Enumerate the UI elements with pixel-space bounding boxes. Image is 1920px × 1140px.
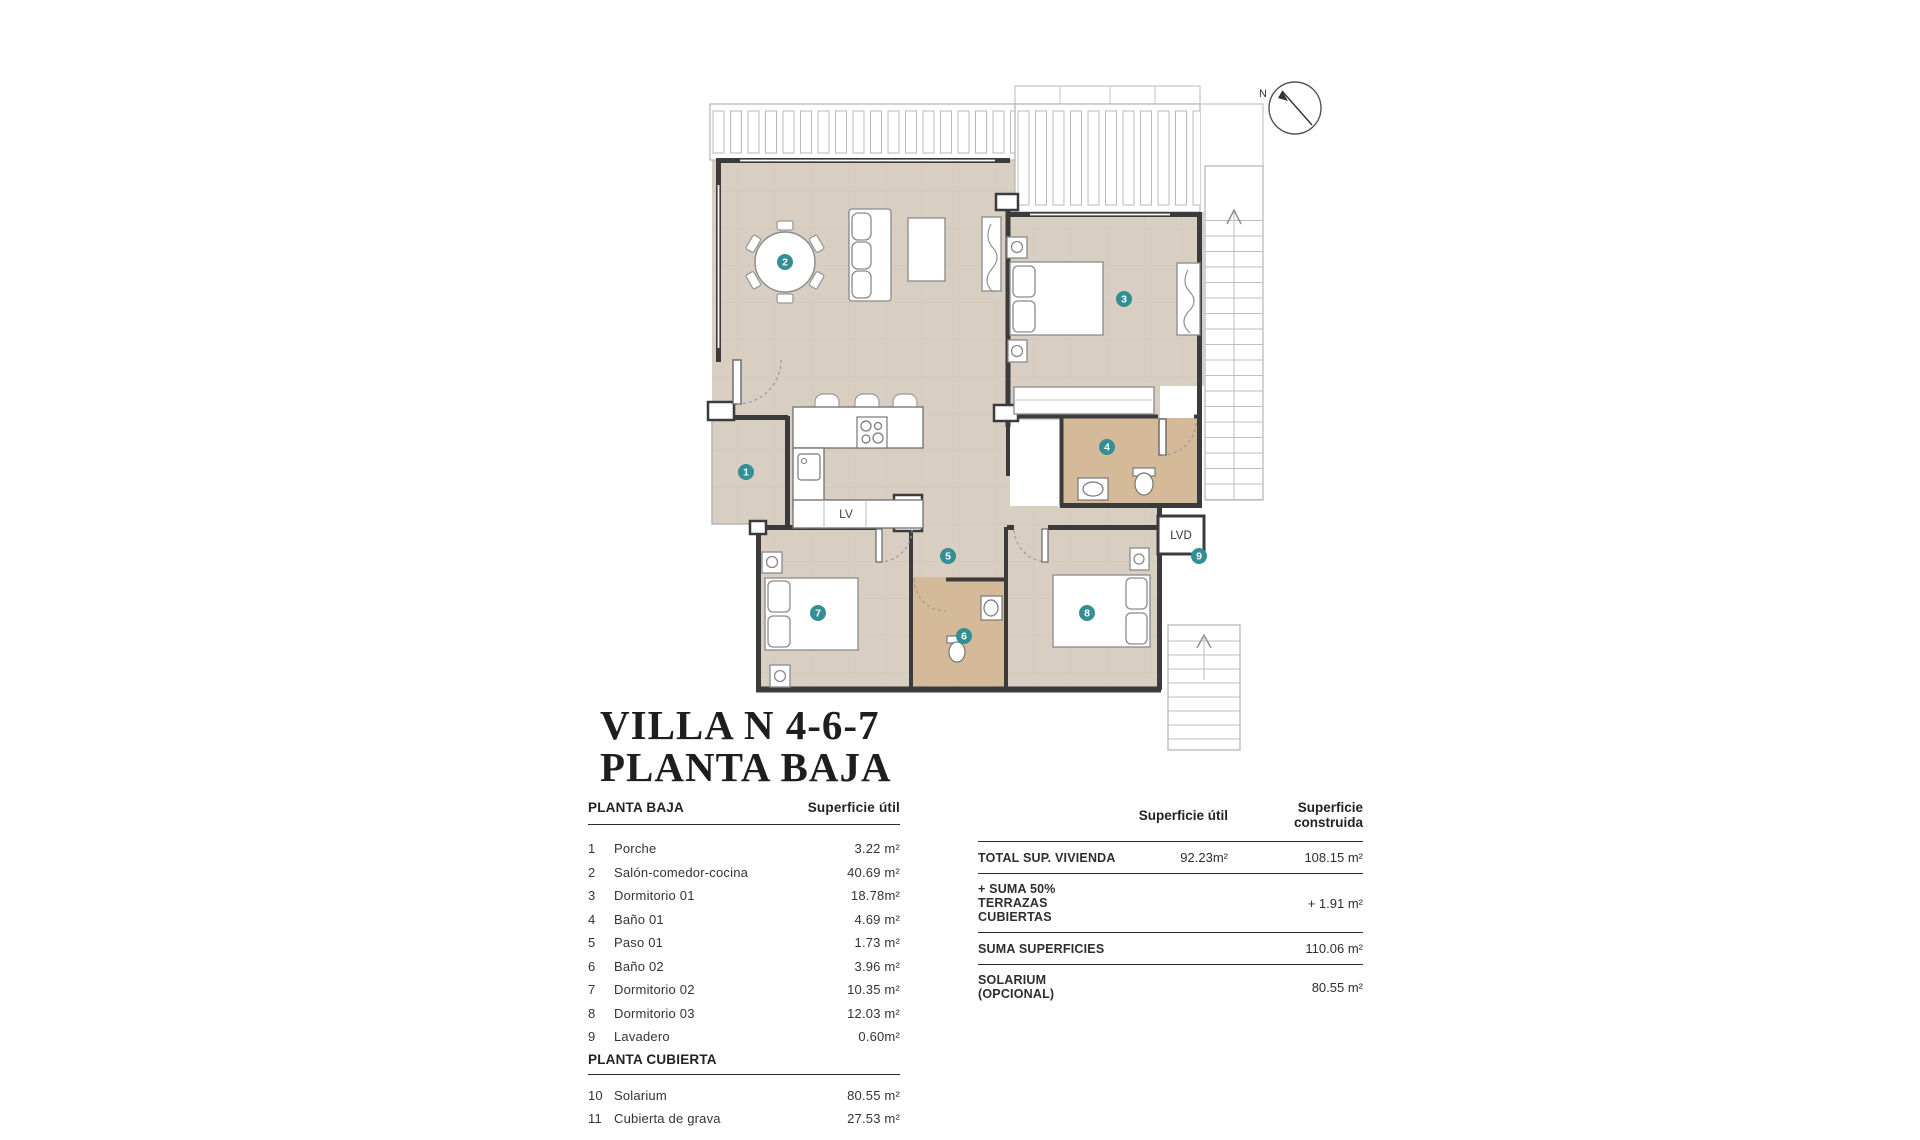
kitchen-cabinets — [793, 500, 923, 528]
dishwasher-label: LV — [839, 507, 853, 521]
room-number: 2 — [588, 864, 596, 880]
closet-strip — [1014, 387, 1154, 414]
room-label: Cubierta de grava — [614, 1111, 721, 1127]
toilet-icon — [1133, 468, 1155, 495]
room-label: Dormitorio 01 — [614, 888, 695, 904]
room-area: 1.73 m² — [854, 935, 900, 951]
summary-header — [978, 800, 1363, 842]
summary-label: SOLARIUM (OPCIONAL) — [978, 973, 1055, 1001]
room-label: Lavadero — [614, 1029, 670, 1045]
room-number: 5 — [588, 935, 596, 951]
bedroom3-door-leaf — [1042, 529, 1048, 562]
room-number: 3 — [588, 888, 596, 904]
summary-row — [978, 933, 1363, 965]
legend-col-header: Superficie útil — [807, 800, 900, 815]
pillow — [1013, 301, 1035, 332]
room-number: 6 — [588, 958, 596, 974]
room-area: 4.69 m² — [854, 911, 900, 927]
summary-construida: 110.06 m² — [1305, 941, 1363, 956]
tv-wardrobe-unit — [982, 217, 1001, 292]
badge-bano-01 — [1099, 439, 1115, 455]
summary-construida: + 1.91 m² — [1307, 895, 1363, 911]
badge-bano-02 — [956, 628, 972, 644]
cooktop-icon — [857, 417, 887, 448]
north-label: N — [1259, 88, 1267, 100]
room-area: 40.69 m² — [847, 864, 900, 880]
badge-lavadero — [1191, 548, 1207, 564]
floor-plan — [700, 80, 1325, 770]
badge-paso — [940, 548, 956, 564]
room-label: Dormitorio 03 — [614, 1005, 695, 1021]
room-area: 3.22 m² — [854, 841, 900, 857]
summary-row — [978, 842, 1363, 874]
legend-row — [588, 884, 900, 908]
title-line2: PLANTA BAJA — [600, 744, 892, 790]
badge-salon — [777, 254, 793, 270]
legend-row — [588, 931, 900, 955]
svg-text:7: 7 — [815, 607, 821, 620]
room-label: Solarium — [614, 1087, 667, 1103]
room-area: 10.35 m² — [847, 982, 900, 998]
room-area: 3.96 m² — [854, 958, 900, 974]
room-number: 4 — [588, 911, 596, 927]
room-number: 7 — [588, 982, 596, 998]
summary-col1-header: Superficie útil — [1138, 807, 1228, 823]
sofa — [849, 209, 891, 301]
bath1-door-leaf — [1159, 419, 1166, 455]
summary-row — [978, 965, 1363, 1009]
svg-text:3: 3 — [1121, 293, 1127, 306]
summary-util: 92.23m² — [1180, 850, 1228, 865]
summary-label: TOTAL SUP. VIVIENDA — [978, 850, 1116, 865]
summary-row — [978, 874, 1363, 933]
legend-section2-title: PLANTA CUBIERTA — [588, 1049, 900, 1075]
pillow — [1013, 266, 1035, 297]
svg-text:1: 1 — [743, 466, 749, 479]
legend-row — [588, 1084, 900, 1108]
laundry-label: LVD — [1170, 530, 1192, 542]
room-area: 18.78m² — [850, 888, 900, 904]
svg-text:4: 4 — [1104, 441, 1110, 454]
badge-dormitorio-02 — [810, 605, 826, 621]
legend-row — [588, 1107, 900, 1131]
title-line1: VILLA N 4-6-7 — [600, 702, 880, 748]
legend-row — [588, 908, 900, 932]
room-number: 1 — [588, 841, 596, 857]
room-number: 8 — [588, 1005, 596, 1021]
room-area: 27.53 m² — [847, 1111, 900, 1127]
room-label: Porche — [614, 841, 657, 857]
svg-text:5: 5 — [945, 550, 951, 563]
summary-col2-header: Superficie construida — [1293, 800, 1363, 830]
legend-row — [588, 861, 900, 885]
legend-row — [588, 955, 900, 979]
wardrobe — [1177, 263, 1200, 335]
lamp-icon — [1012, 242, 1023, 253]
room-area: 0.60m² — [858, 1029, 900, 1045]
legend-row — [588, 978, 900, 1002]
legend-section-title: PLANTA BAJA — [588, 800, 684, 815]
compass — [1259, 82, 1321, 134]
legend-header — [588, 800, 900, 825]
room-number: 9 — [588, 1029, 596, 1045]
summary-label: SUMA SUPERFICIES — [978, 941, 1105, 956]
badge-dormitorio-01 — [1116, 291, 1132, 307]
pillow — [1126, 578, 1147, 609]
legend-row — [588, 1025, 900, 1049]
summary-table — [978, 800, 1363, 1009]
room-label: Paso 01 — [614, 935, 664, 951]
room-area: 80.55 m² — [847, 1087, 900, 1103]
svg-text:6: 6 — [961, 630, 967, 643]
legend-row — [588, 837, 900, 861]
svg-text:2: 2 — [782, 256, 788, 269]
room-number: 11 — [588, 1111, 602, 1127]
pillow — [1126, 613, 1147, 644]
page-title — [600, 704, 892, 788]
staircase-right — [1205, 166, 1263, 500]
lamp-icon — [1012, 346, 1023, 357]
room-number: 10 — [588, 1087, 603, 1103]
sink-icon — [798, 454, 820, 480]
summary-label: + SUMA 50% TERRAZAS CUBIERTAS — [978, 882, 1056, 924]
svg-text:9: 9 — [1196, 550, 1202, 563]
summary-construida: 108.15 m² — [1304, 850, 1363, 865]
room-label: Dormitorio 02 — [614, 982, 695, 998]
staircase-bottom — [1168, 625, 1240, 750]
summary-construida: 80.55 m² — [1311, 979, 1363, 995]
bedroom2-door-leaf — [876, 529, 882, 562]
badge-porche — [738, 464, 754, 480]
lamp-icon — [775, 671, 786, 682]
badge-dormitorio-03 — [1079, 605, 1095, 621]
room-area: 12.03 m² — [847, 1005, 900, 1021]
pillow — [768, 581, 790, 612]
legend-row — [588, 1002, 900, 1026]
room-label: Salón-comedor-cocina — [614, 864, 749, 880]
coffee-table — [908, 218, 945, 281]
lamp-icon — [1134, 554, 1144, 564]
pillow — [768, 616, 790, 647]
svg-text:8: 8 — [1084, 607, 1090, 620]
room-label: Baño 01 — [614, 911, 664, 927]
room-label: Baño 02 — [614, 958, 664, 974]
legend-table — [588, 800, 900, 1131]
lamp-icon — [767, 557, 778, 568]
entry-door-leaf — [733, 360, 741, 404]
